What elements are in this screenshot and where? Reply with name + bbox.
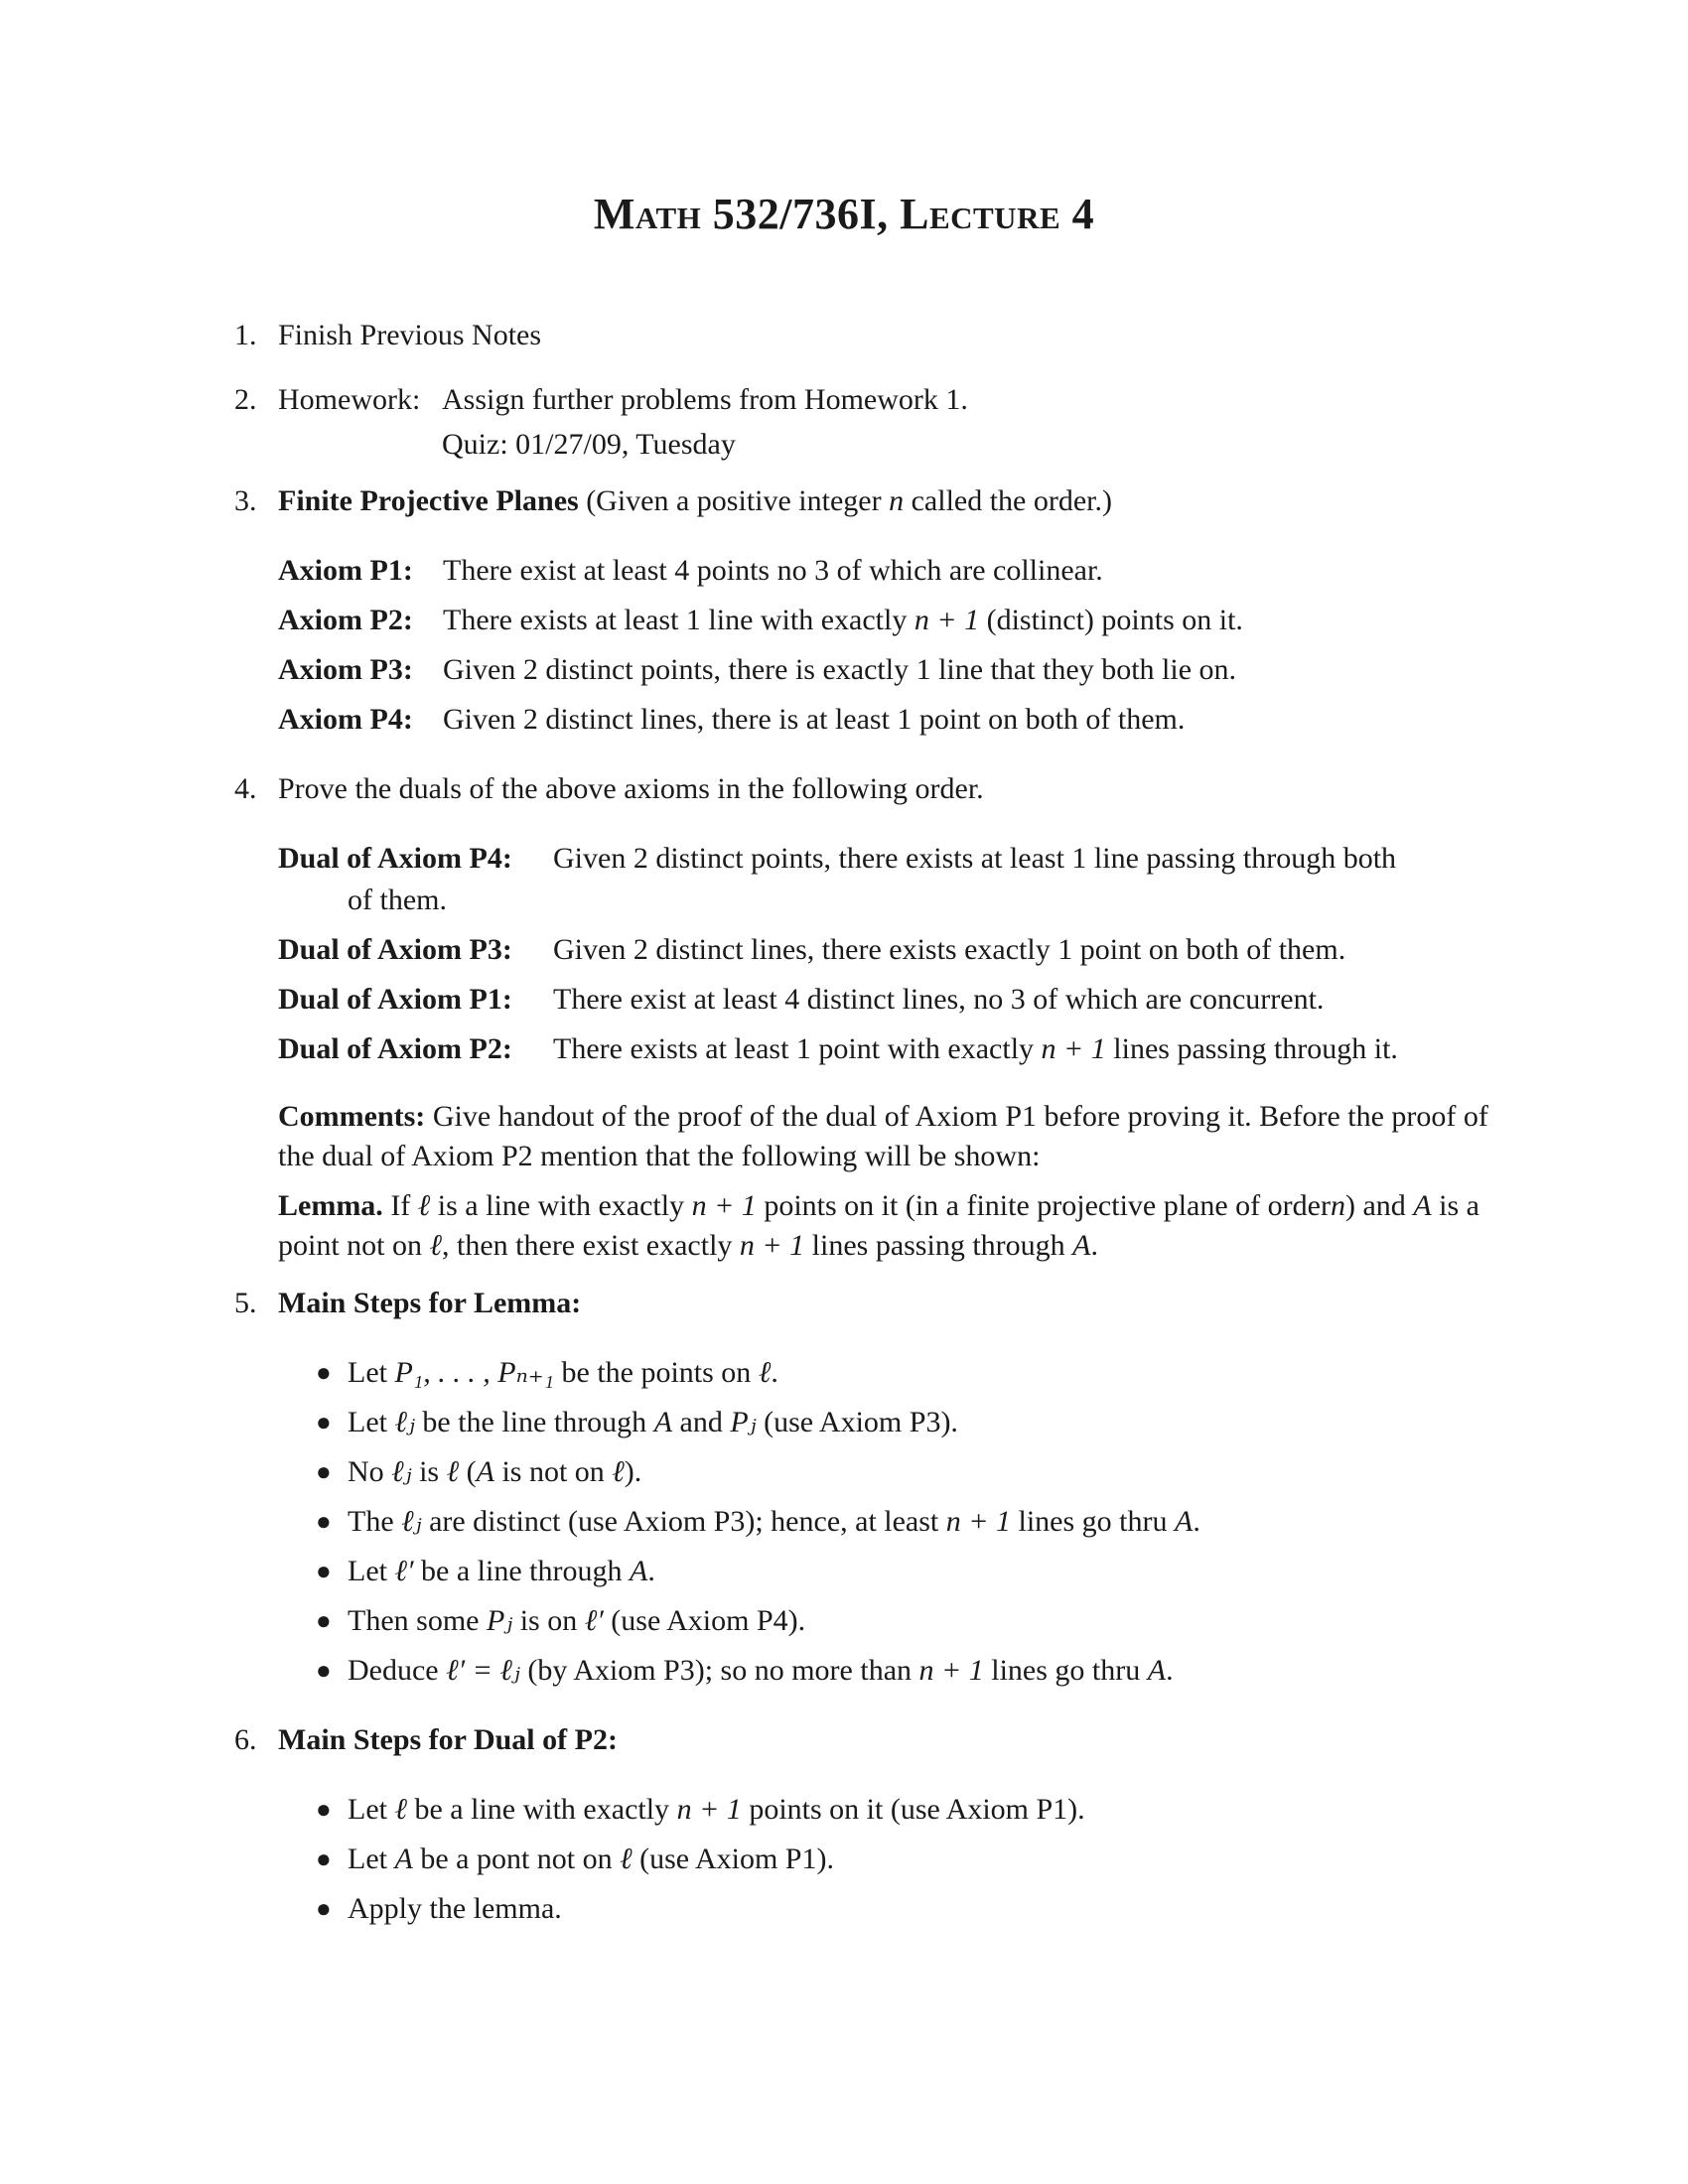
text-segment: is — [419, 1455, 440, 1488]
math-var: ℓ — [446, 1455, 460, 1488]
text-segment: . — [771, 1356, 778, 1389]
text-segment: points on it (use Axiom P1). — [749, 1793, 1085, 1826]
text-segment: ( — [466, 1455, 477, 1488]
comments-label: Comments: — [278, 1100, 426, 1133]
dual-text: There exist at least 4 distinct lines, no 3 of which are concurrent. — [553, 983, 1325, 1016]
dual-text — [553, 1029, 1398, 1069]
bullet-icon: ● — [316, 1507, 332, 1536]
item-number: 6. — [234, 1723, 257, 1756]
text-segment: . — [1090, 1229, 1098, 1262]
bullet-icon: ● — [316, 1606, 332, 1635]
axiom-text — [443, 601, 1243, 640]
math-var: A — [630, 1555, 648, 1587]
text-segment: (use Axiom P1). — [639, 1843, 834, 1875]
math-expr: n + 1 — [739, 1229, 805, 1262]
text-segment: Let — [348, 1843, 387, 1875]
bullet-icon: ● — [316, 1358, 332, 1387]
item-text — [278, 481, 1112, 521]
text-segment: points on it (in a finite projective plane of order — [764, 1189, 1331, 1222]
section-heading: Finite Projective Planes — [278, 484, 579, 517]
item-text: Assign further problems from Homework 1. — [442, 383, 968, 416]
text-segment: (Given a positive integer — [586, 484, 882, 517]
text-segment: be the line through — [422, 1406, 647, 1438]
text-segment: lines passing through it. — [1113, 1032, 1398, 1065]
math-var: Pⱼ — [486, 1604, 513, 1637]
math-var: A — [476, 1455, 494, 1488]
math-expr: n + 1 — [1041, 1032, 1106, 1065]
text-segment: (distinct) points on it. — [986, 604, 1243, 636]
item-text: Prove the duals of the above axioms in the following order. — [278, 772, 984, 805]
text-segment: be a line with exactly — [414, 1793, 670, 1826]
bullet-icon: ● — [316, 1656, 332, 1685]
text-segment: lines go thru — [991, 1654, 1141, 1687]
text-segment: There exists at least 1 line with exactly — [443, 604, 908, 636]
math-var: ℓⱼ — [401, 1505, 422, 1538]
text-segment: . — [647, 1555, 655, 1587]
math-var: ℓ — [612, 1455, 625, 1488]
math-var: n — [889, 484, 905, 517]
step-text — [348, 1790, 1085, 1830]
item-text: Finish Previous Notes — [278, 319, 542, 351]
lemma-paragraph — [278, 1186, 1489, 1266]
item-number: 4. — [234, 772, 257, 805]
text-segment: be a pont not on — [420, 1843, 613, 1875]
math-expr: n + 1 — [945, 1505, 1012, 1538]
axiom-text: Given 2 distinct lines, there is at least 1 point on both of them. — [443, 703, 1186, 736]
text-segment: is not on — [501, 1455, 605, 1488]
step-text — [348, 1601, 805, 1641]
item-number: 3. — [234, 484, 257, 517]
math-expr: ℓ′ = ℓⱼ — [446, 1654, 520, 1687]
text-segment: (use Axiom P4). — [611, 1604, 806, 1637]
text-segment: lines passing through — [811, 1229, 1065, 1262]
bullet-icon: ● — [316, 1457, 332, 1486]
step-text: Apply the lemma. — [348, 1892, 562, 1925]
item-label: Homework: — [278, 383, 421, 416]
text-segment: Deduce — [348, 1654, 439, 1687]
text-segment: ). — [624, 1455, 642, 1488]
dual-text: Given 2 distinct lines, there exists exactly 1 point on both of them. — [553, 933, 1346, 966]
text-segment: and — [679, 1406, 723, 1438]
text-segment: Let — [348, 1356, 387, 1389]
text-segment: . — [1193, 1505, 1200, 1538]
math-var: A — [1413, 1189, 1432, 1222]
text-segment: and — [1362, 1189, 1406, 1222]
text-segment: Let — [348, 1406, 387, 1438]
text-segment: be a line through — [421, 1555, 623, 1587]
math-expr: n + 1 — [676, 1793, 742, 1826]
text-segment: is a point not on — [278, 1189, 1479, 1262]
text-segment: is a line with exactly — [437, 1189, 685, 1222]
bullet-icon: ● — [316, 1894, 332, 1923]
text-segment: There exists at least 1 point with exactly — [553, 1032, 1035, 1065]
step-text — [348, 1552, 655, 1591]
text-segment: , then there exist exactly — [442, 1229, 733, 1262]
math-var: A — [653, 1406, 673, 1438]
text-segment: Let — [348, 1555, 387, 1587]
axiom-label: Axiom P3: — [278, 653, 413, 686]
math-var: ℓ — [620, 1843, 633, 1875]
bullet-icon: ● — [316, 1844, 332, 1873]
axiom-label: Axiom P4: — [278, 703, 413, 736]
math-var: ℓ — [758, 1356, 772, 1389]
comments-paragraph — [278, 1097, 1489, 1176]
math-var: n — [1330, 1189, 1345, 1222]
text-segment: are distinct (use Axiom P3); hence, at least — [429, 1505, 939, 1538]
dual-label: Dual of Axiom P1: — [278, 983, 512, 1016]
bullet-icon: ● — [316, 1557, 332, 1585]
dual-label: Dual of Axiom P3: — [278, 933, 512, 966]
math-expr: P₁, . . . , Pₙ₊₁ — [394, 1356, 554, 1389]
step-text — [348, 1651, 1174, 1691]
item-number: 2. — [234, 383, 257, 416]
math-var: A — [1072, 1229, 1091, 1262]
text-segment: (by Axiom P3); so no more than — [527, 1654, 913, 1687]
math-expr: n + 1 — [691, 1189, 757, 1222]
math-var: ℓ — [394, 1793, 407, 1826]
math-var: ℓ′ — [394, 1555, 414, 1587]
text-segment: If — [390, 1189, 411, 1222]
dual-label: Dual of Axiom P2: — [278, 1032, 512, 1065]
text-segment: Let — [348, 1793, 387, 1826]
text-segment: Then some — [348, 1604, 480, 1637]
text-segment: No — [348, 1455, 384, 1488]
item-number: 5. — [234, 1287, 257, 1319]
math-var: Pⱼ — [730, 1406, 757, 1438]
dual-p4-continuation: of them. — [348, 884, 447, 916]
step-text — [348, 1353, 778, 1393]
section-heading: Main Steps for Dual of P2: — [278, 1723, 618, 1756]
text-segment: lines go thru — [1018, 1505, 1168, 1538]
text-segment: be the points on — [561, 1356, 752, 1389]
lemma-label: Lemma. — [278, 1189, 383, 1222]
step-text — [348, 1840, 834, 1879]
axiom-label: Axiom P1: — [278, 554, 413, 587]
page-title: Math 532/736I, Lecture 4 — [593, 190, 1095, 238]
math-var: ℓ — [417, 1189, 431, 1222]
math-var: ℓ′ — [584, 1604, 604, 1637]
math-var: ℓⱼ — [391, 1455, 412, 1488]
bullet-icon: ● — [316, 1408, 332, 1436]
text-segment: (use Axiom P3). — [764, 1406, 958, 1438]
math-var: ℓⱼ — [394, 1406, 415, 1438]
text-segment: The — [348, 1505, 394, 1538]
math-var: A — [1175, 1505, 1194, 1538]
quiz-line: Quiz: 01/27/09, Tuesday — [442, 428, 736, 461]
dual-label: Dual of Axiom P4: — [278, 842, 512, 875]
math-var: A — [394, 1843, 413, 1875]
text-segment: is on — [519, 1604, 578, 1637]
text-segment: ) — [1344, 1189, 1355, 1222]
step-text — [348, 1452, 641, 1492]
dual-text: Given 2 distinct points, there exists at least 1 line passing through both — [553, 842, 1397, 875]
item-number: 1. — [234, 319, 257, 351]
axiom-label: Axiom P2: — [278, 604, 413, 636]
text-segment: called the order.) — [911, 484, 1113, 517]
axiom-text: Given 2 distinct points, there is exactly 1 line that they both lie on. — [443, 653, 1237, 686]
step-text — [348, 1403, 958, 1442]
step-text — [348, 1502, 1200, 1542]
math-var: A — [1147, 1654, 1167, 1687]
bullet-icon: ● — [316, 1795, 332, 1824]
math-expr: n + 1 — [918, 1654, 984, 1687]
section-heading: Main Steps for Lemma: — [278, 1287, 582, 1319]
axiom-text: There exist at least 4 points no 3 of which are collinear. — [443, 554, 1103, 587]
comments-text: Give handout of the proof of the dual of Axiom P1 before proving it. Before the proof of the dual of Axiom P2 mention that the following will be shown: — [278, 1100, 1488, 1172]
math-expr: n + 1 — [914, 604, 980, 636]
text-segment: . — [1166, 1654, 1174, 1687]
math-var: ℓ — [429, 1229, 443, 1262]
